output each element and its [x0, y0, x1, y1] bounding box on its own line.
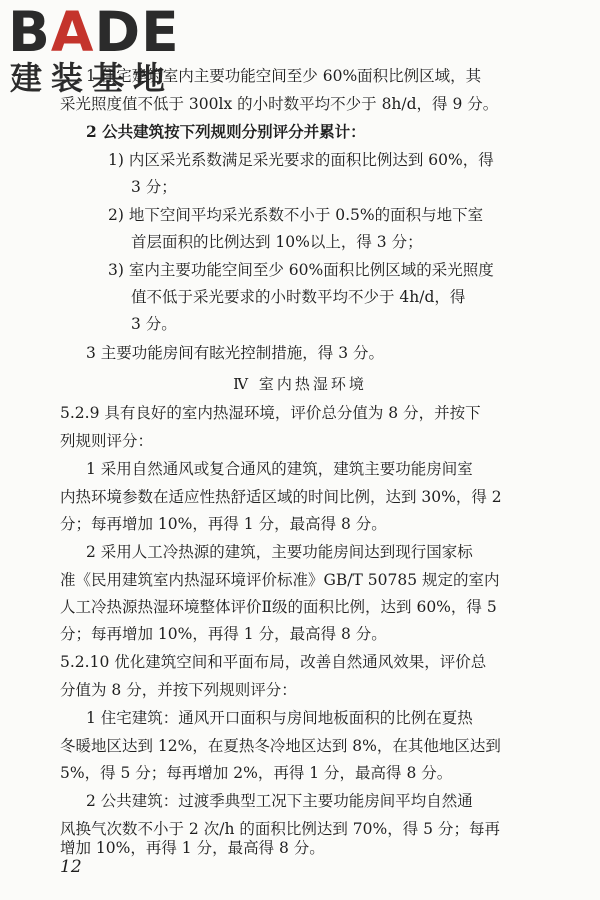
text-line: 分值为 8 分，并按下列规则评分：: [60, 681, 297, 699]
text-line: 2 公共建筑：过渡季典型工况下主要功能房间平均自然通: [86, 792, 473, 810]
clause-5-2-9: 5.2.9 具有良好的室内热湿环境，评价总分值为 8 分，并按下: [60, 404, 481, 422]
text-line: 1 住宅建筑室内主要功能空间至少 60%面积比例区域，其: [86, 67, 482, 85]
text-line: 分；每再增加 10%，再得 1 分，最高得 8 分。: [60, 515, 387, 533]
page-number: 12: [60, 857, 82, 877]
clause-heading: 2 公共建筑按下列规则分别评分并累计：: [86, 122, 366, 141]
text-line: 5%，得 5 分；每再增加 2%，再得 1 分，最高得 8 分。: [60, 764, 453, 782]
text-line: 3 分。: [131, 315, 177, 333]
text-line: 1) 内区采光系数满足采光要求的面积比例达到 60%，得: [108, 151, 494, 169]
text-line: 1 住宅建筑：通风开口面积与房间地板面积的比例在夏热: [86, 709, 473, 727]
text-line: 人工冷热源热湿环境整体评价Ⅱ级的面积比例，达到 60%，得 5: [60, 598, 497, 616]
text-line: 采光照度值不低于 300lx 的小时数平均不少于 8h/d，得 9 分。: [60, 95, 499, 113]
text-line: 内热环境参数在适应性热舒适区域的时间比例，达到 30%，得 2: [60, 488, 502, 506]
logo-wordmark: BADE: [8, 0, 180, 64]
text-line: 列规则评分：: [60, 432, 154, 450]
section-title: Ⅳ 室内热湿环境: [233, 375, 367, 393]
text-line: 2) 地下空间平均采光系数不小于 0.5%的面积与地下室: [108, 206, 484, 224]
text-line: 首层面积的比例达到 10%以上，得 3 分；: [131, 233, 423, 251]
logo-subtitle: 建装基地: [10, 59, 175, 97]
text-line: 3 分；: [131, 178, 177, 196]
text-line: 分；每再增加 10%，再得 1 分，最高得 8 分。: [60, 625, 387, 643]
text-line: 冬暖地区达到 12%，在夏热冬冷地区达到 8%，在其他地区达到: [60, 737, 501, 755]
text-line: 增加 10%，再得 1 分，最高得 8 分。: [60, 839, 325, 857]
clause-5-2-10: 5.2.10 优化建筑空间和平面布局，改善自然通风效果，评价总: [60, 653, 487, 671]
text-line: 风换气次数不小于 2 次/h 的面积比例达到 70%，得 5 分；每再: [60, 820, 500, 838]
text-line: 3) 室内主要功能空间至少 60%面积比例区域的采光照度: [108, 261, 494, 279]
text-line: 准《民用建筑室内热湿环境评价标准》GB/T 50785 规定的室内: [60, 571, 500, 589]
text-line: 值不低于采光要求的小时数平均不少于 4h/d，得: [131, 288, 466, 306]
text-line: 2 采用人工冷热源的建筑，主要功能房间达到现行国家标: [86, 543, 473, 561]
text-line: 3 主要功能房间有眩光控制措施，得 3 分。: [86, 344, 385, 362]
text-line: 1 采用自然通风或复合通风的建筑，建筑主要功能房间室: [86, 460, 473, 478]
